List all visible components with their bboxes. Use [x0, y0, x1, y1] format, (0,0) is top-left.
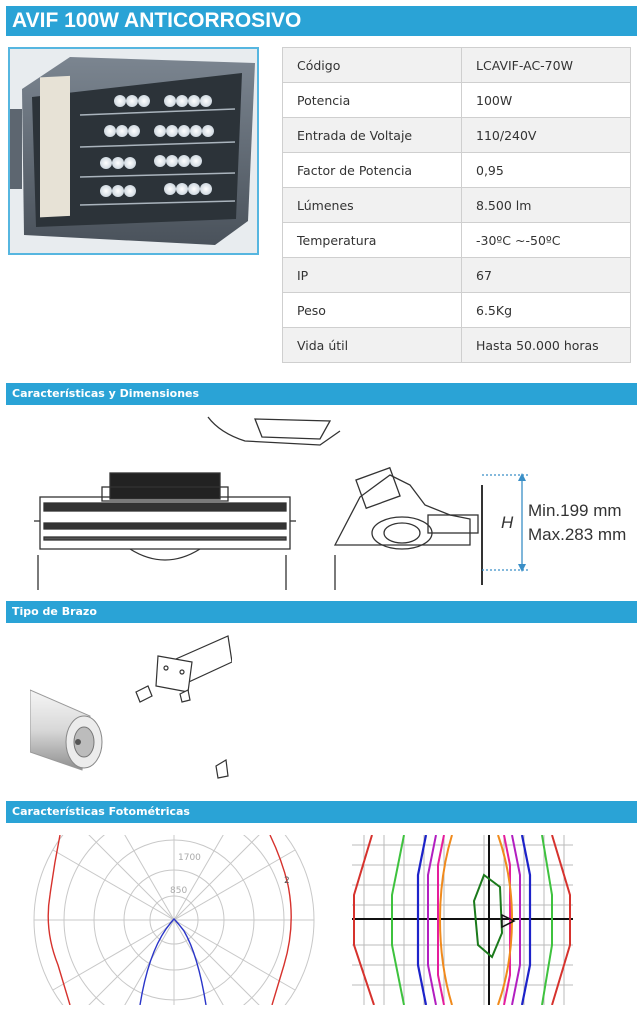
spec-label: Entrada de Voltaje	[283, 118, 462, 153]
spec-label: Peso	[283, 293, 462, 328]
polar-ring-label-outer: 1700	[178, 853, 201, 863]
table-row	[283, 258, 631, 293]
section-title: Características Fotométricas	[12, 805, 190, 818]
specs-table	[282, 47, 631, 363]
spec-value: 110/240V	[462, 118, 631, 153]
arm-type-image	[30, 632, 232, 784]
spec-value: 0,95	[462, 153, 631, 188]
section-title: Tipo de Brazo	[12, 605, 97, 618]
spec-label: Vida útil	[283, 328, 462, 363]
dimension-max-label: Max.283 mm	[528, 525, 627, 544]
spec-value: 67	[462, 258, 631, 293]
spec-value: 100W	[462, 83, 631, 118]
title-bar	[6, 6, 637, 36]
dimension-min-label: Min.199 mm	[528, 501, 622, 520]
table-row	[283, 293, 631, 328]
spec-label: Temperatura	[283, 223, 462, 258]
spec-label: IP	[283, 258, 462, 293]
spec-label: Potencia	[283, 83, 462, 118]
table-row	[283, 48, 631, 83]
section-header-photometric	[6, 801, 637, 823]
spec-label: Lúmenes	[283, 188, 462, 223]
dimensions-drawing	[30, 415, 630, 590]
table-row	[283, 153, 631, 188]
table-row	[283, 223, 631, 258]
isolux-photometric-diagram	[352, 835, 573, 1005]
polar-ring-label-inner: 850	[170, 886, 188, 896]
polar-photometric-diagram	[30, 835, 320, 1005]
table-row	[283, 328, 631, 363]
table-row	[283, 83, 631, 118]
spec-value: 6.5Kg	[462, 293, 631, 328]
spec-label: Factor de Potencia	[283, 153, 462, 188]
section-header-dimensions	[6, 383, 637, 405]
table-row	[283, 188, 631, 223]
section-header-arm	[6, 601, 637, 623]
dimension-h-label: H	[501, 513, 514, 532]
spec-value: LCAVIF-AC-70W	[462, 48, 631, 83]
spec-label: Código	[283, 48, 462, 83]
spec-value: 8.500 lm	[462, 188, 631, 223]
product-title: AVIF 100W ANTICORROSIVO	[12, 9, 302, 32]
spec-value: -30ºC ~-50ºC	[462, 223, 631, 258]
spec-value: Hasta 50.000 horas	[462, 328, 631, 363]
product-photo	[8, 47, 259, 255]
section-title: Características y Dimensiones	[12, 387, 200, 400]
polar-curve-mark: 2	[284, 876, 290, 886]
table-row	[283, 118, 631, 153]
